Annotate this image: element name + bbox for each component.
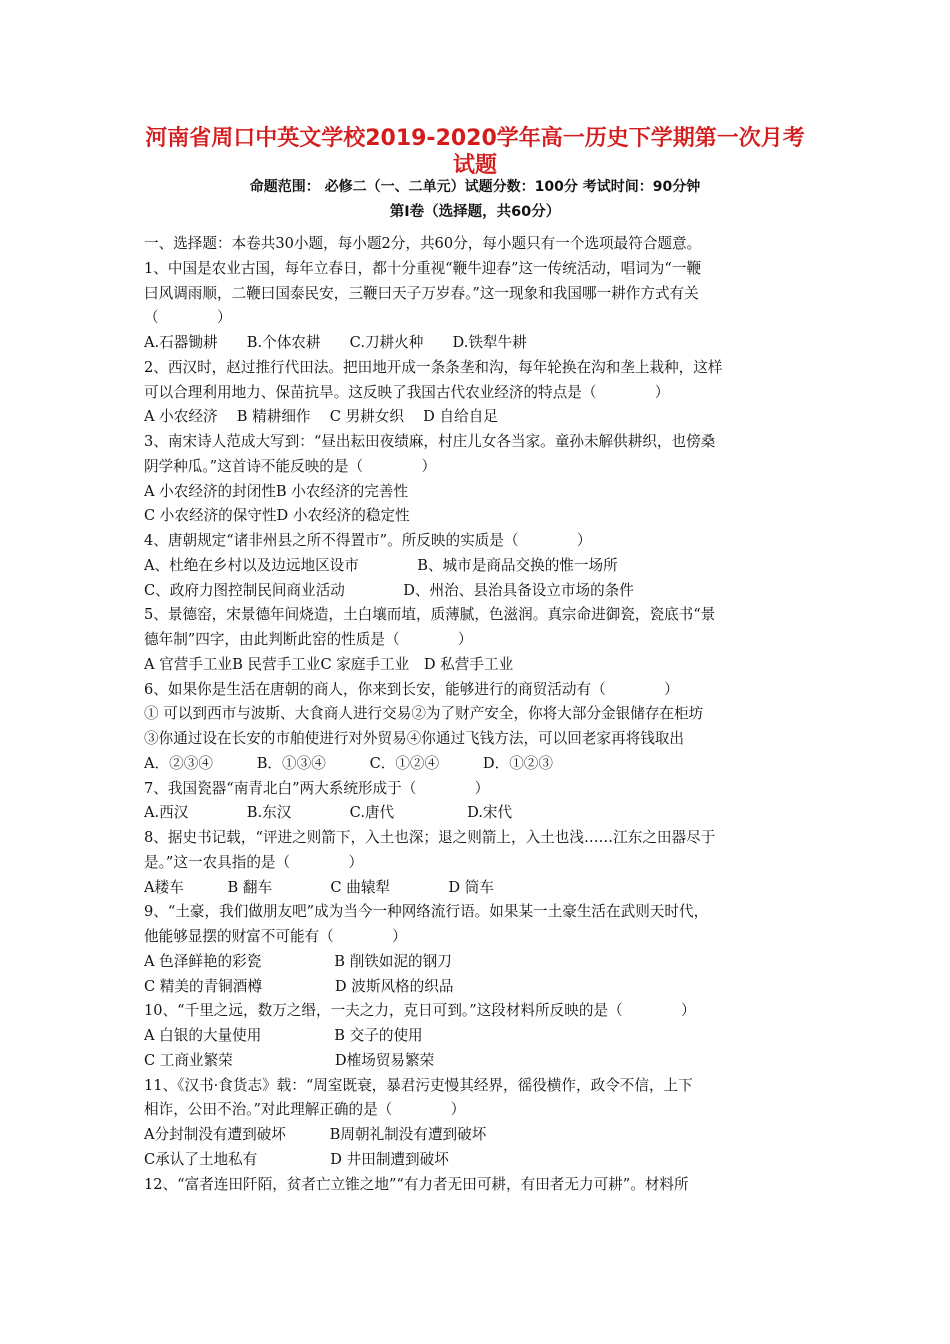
question-1-stem: 1、中国是农业古国，每年立春日，都十分重视“鞭牛迎春”这一传统活动，唱词为“一鞭 <box>144 259 702 277</box>
question-4-stem: 4、唐朝规定“诸非州县之所不得置市”。所反映的实质是（ ） <box>144 532 592 549</box>
question-6-stem: 6、如果你是生活在唐朝的商人，你来到长安，能够进行的商贸活动有（ ） <box>144 680 679 698</box>
question-3-options: A 小农经济的封闭性B 小农经济的完善性 <box>144 482 409 500</box>
question-2-stem: 2、西汉时，赵过推行代田法。把田地开成一条条垄和沟，每年轮换在沟和垄上栽种，这样 <box>144 358 723 376</box>
question-12-stem: 12、“富者连田阡陌，贫者亡立锥之地”“有力者无田可耕，有田者无力可耕”。材料所 <box>144 1175 689 1193</box>
question-body <box>144 232 814 1197</box>
question-2-options: A 小农经济 B 精耕细作 C 男耕女织 D 自给自足 <box>144 408 498 426</box>
question-11-stem: 11、《汉书·食货志》载：“周室既衰，暴君污吏慢其经界，徭役横作，政令不信，上下 <box>144 1076 693 1094</box>
exam-meta: 命题范围： 必修二（一、二单元）试题分数：100分 考试时间：90分钟 <box>249 179 701 195</box>
question-6-statements: ③你通过设在长安的市舶使进行对外贸易④你通过飞钱方法，可以回老家再将钱取出 <box>144 730 684 747</box>
question-9-stem: 他能够显摆的财富不可能有（ ） <box>144 928 407 945</box>
exam-title: 河南省周口中英文学校2019-2020学年高一历史下学期第一次月考 <box>145 126 805 151</box>
question-6-statements: ① 可以到西市与波斯、大食商人进行交易②为了财产安全，你将大部分金银储存在柜坊 <box>144 705 704 723</box>
question-1-options: A.石器锄耕 B.个体农耕 C.刀耕火种 D.铁犁牛耕 <box>144 334 527 351</box>
question-5-stem: 德年制”四字，由此判断此窑的性质是（ ） <box>144 631 473 648</box>
question-7-options: A.西汉 B.东汉 C.唐代 D.宋代 <box>144 804 513 822</box>
question-11-options: C承认了土地私有 D 井田制遭到破坏 <box>144 1150 449 1168</box>
question-1-blank: （ ） <box>144 309 232 327</box>
instruction-line: 一、选择题：本卷共30小题，每小题2分，共60分，每小题只有一个选项最符合题意。 <box>144 235 702 252</box>
question-3-options: C 小农经济的保守性D 小农经济的稳定性 <box>144 507 410 525</box>
question-8-options: A耧车 B 翻车 C 曲辕犁 D 筒车 <box>144 878 494 896</box>
question-11-stem: 相诈，公田不治。”对此理解正确的是（ ） <box>144 1101 466 1119</box>
question-6-options: A．②③④ B．①③④ C．①②④ D．①②③ <box>144 754 553 772</box>
question-11-options: A分封制没有遭到破坏 B周朝礼制没有遭到破坏 <box>144 1126 487 1143</box>
question-4-options: C、政府力图控制民间商业活动 D、州治、县治具备设立市场的条件 <box>144 581 634 599</box>
exam-title-continued: 试题 <box>452 153 497 178</box>
section-heading: 第Ⅰ卷（选择题，共60分） <box>389 204 561 220</box>
question-3-stem: 3、南宋诗人范成大写到：“昼出耘田夜绩麻，村庄儿女各当家。童孙未解供耕织，也傍桑 <box>144 433 716 450</box>
question-8-stem: 8、据史书记载，“评进之则箭下，入土也深；退之则箭上，入土也浅……江东之田器尽于 <box>144 829 716 846</box>
question-10-options: C 工商业繁荣 D榷场贸易繁荣 <box>144 1051 435 1069</box>
question-9-options: C 精美的青铜酒樽 D 波斯风格的织品 <box>144 977 454 995</box>
question-3-stem: 阴学种瓜。”这首诗不能反映的是（ ） <box>144 457 437 475</box>
question-9-options: A 色泽鲜艳的彩瓷 B 削铁如泥的钢刀 <box>144 952 452 970</box>
question-10-stem: 10、“千里之远，数万之缗，一夫之力，克日可到。”这段材料所反映的是（ ） <box>144 1002 696 1020</box>
question-8-stem: 是。”这一农具指的是（ ） <box>144 853 364 871</box>
question-4-options: A、杜绝在乡村以及边远地区设市 B、城市是商品交换的惟一场所 <box>144 556 618 574</box>
question-7-stem: 7、我国瓷器“南青北白”两大系统形成于（ ） <box>144 779 490 797</box>
question-5-options: A 官营手工业B 民营手工业C 家庭手工业 D 私营手工业 <box>144 655 514 673</box>
question-5-stem: 5、景德窑，宋景德年间烧造，土白壤而埴，质薄腻，色滋润。真宗命进御瓷，瓷底书“景 <box>144 606 716 624</box>
question-10-options: A 白银的大量使用 B 交子的使用 <box>144 1027 423 1044</box>
question-9-stem: 9、“土豪，我们做朋友吧”成为当今一种网络流行语。如果某一土豪生活在武则天时代， <box>144 903 709 921</box>
question-2-stem: 可以合理利用地力、保苗抗旱。这反映了我国古代农业经济的特点是（ ） <box>144 383 670 401</box>
question-1-stem: 曰风调雨顺，二鞭曰国泰民安，三鞭曰天子万岁春。”这一现象和我国哪一耕作方式有关 <box>144 284 699 302</box>
